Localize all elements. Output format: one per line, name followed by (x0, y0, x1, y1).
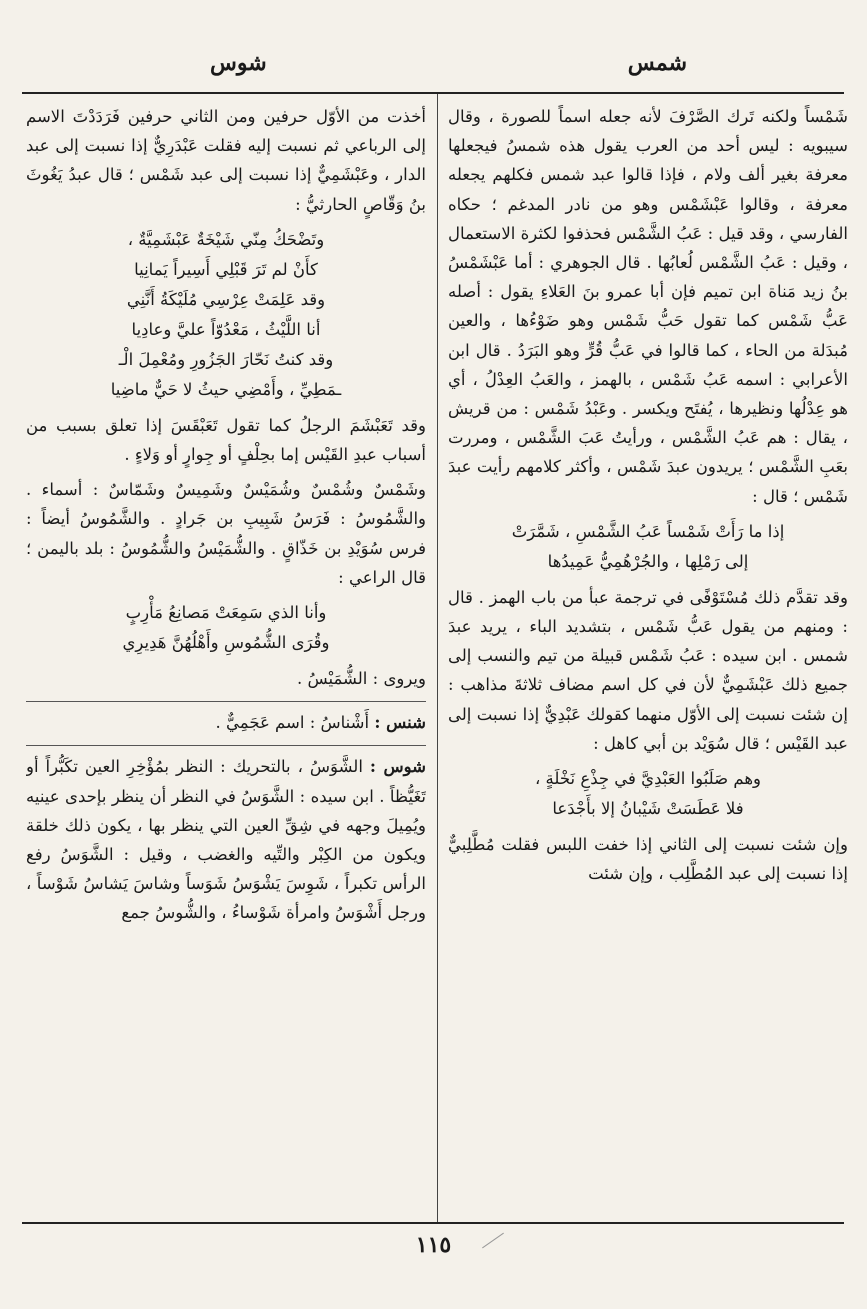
entry-shns-text: أَشْناسُ : اسم عَجَمِيٌّ . (215, 713, 370, 733)
right-verse-2 (448, 764, 848, 824)
right-verse-1 (448, 517, 848, 577)
verse-line: وقُرَى الشُّمُوسِ وأَهْلُهُنَّ هَدِيرِي (122, 633, 330, 653)
entry-shws-head: شوس : (369, 757, 426, 777)
column-divider (437, 94, 438, 1222)
verse-line: ـمَطِيِّ ، وأَمْضِي حيثُ لا حَيٌّ ماضِيا (110, 379, 342, 399)
left-verse-2 (26, 598, 426, 658)
left-column (26, 102, 426, 1214)
verse-line: وتَضْحَكُ مِنّي شَيْخَةٌ عَبْشَمِيَّةٌ ، (127, 229, 325, 249)
top-rule (22, 92, 844, 94)
verse-line: فلا عَطَسَتْ شَيْبانُ إلا بأَجْدَعا (552, 799, 744, 819)
right-column-headword: شمس (627, 50, 687, 76)
entry-shws-text: الشَّوَسُ ، بالتحريك : النظر بمُؤْخِرِ العين تكَبُّراً أو تَغَيُّظاً . ابن سيده : الشَّوَسُ في النظر أن ينظر بإحدى عينيه ويُمِيلَ وجهه في شِقِّ العين التي ينظر بها ، يكون ذلك خلقة ويكون من الكِبْر والتِّيه والغضب ، وقيل : الشَّوَسُ رفع الرأس تكبراً ، شَوِسَ يَشْوَسُ شَوَساً وشاسَ يَشاسُ شَوْساً ، ورجل أَشْوَسُ وامرأة شَوْساءُ ، والشُّوسُ جمع (26, 757, 426, 923)
verse-line: وقد عَلِمَتْ عِرْسِي مُلَيْكَةُ أَنَّنِي (126, 289, 326, 309)
left-verse-1 (26, 225, 426, 405)
entry-separator (26, 701, 426, 702)
entry-shns-head: شنس : (374, 713, 426, 733)
verse-line: إلى رَمْلِها ، والجُرْهُمِيُّ عَمِيدُها (547, 551, 749, 571)
left-column-headword: شوس (210, 50, 267, 76)
verse-line: وقد كنتُ نَحّارَ الجَزُورِ ومُعْمِلَ الْـ (118, 349, 334, 369)
right-paragraph-1: شَمْساً ولكنه تَرك الصَّرْفَ لأنه جعله اسماً للصورة ، وقال سيبويه : ليس أحد من العرب يقول هذه شمسُ فيجعلها معرفة بغير ألف ولام ، فإذا قالوا عبد شمس فكلهم يجعله معرفة ، وقالوا عَبْشَمْس وهو من نادر المدغم ؛ حكاه الفارسي ، وقد قيل : عَبُ الشَّمْس فحذفوا لكثرة الاستعمال ، وقيل : عَبُ الشَّمْس لُعابُها . قال الجوهري : أما عَبْشَمْسُ بنُ زيد مَناة ابن تميم فإن أبا عمرو بنَ العَلاءِ يقول : أصله عَبُّ شَمْس كما تقول حَبُّ شَمْس وهو ضَوْءُها ، والعين مُبدَلة من الحاء ، كما قالوا في عَبُّ قُرٍّ وهو البَرَدُ . قال ابن الأعرابي : اسمه عَبُ شَمْس ، بالهمز ، والعَبُ العِدْلُ ، أي هو عِدْلُها ونظيرها ، يُفتَح ويكسر . وعَبْدُ شَمْس : من قريش ، يقال : هم عَبُ الشَّمْس ، ورأيتُ عَبَ الشَّمْس ، ومررت بعَبِ الشَّمْس ؛ يريدون عبدَ شَمْس ، وأكثر كلامهم رأيت عبدَ شَمْس ؛ قال : (448, 107, 848, 506)
verse-line: أنا اللَّيْثُ ، مَعْدُوّاً عليَّ وعادِيا (131, 319, 321, 339)
entry-separator (26, 745, 426, 746)
entry-shws (26, 752, 426, 927)
verse-line: إذا ما رَأَتْ شَمْساً عَبُ الشَّمْسِ ، شَمَّرَتْ (511, 521, 785, 541)
verse-line: وأنا الذي سَمِعَتْ مَصانِعُ مَأْرِبٍ (125, 603, 327, 623)
verse-line: وهم صَلَبُوا العَبْدِيَّ في جِذْعِ نَخْلَةٍ ، (534, 769, 762, 789)
entry-shns (26, 708, 426, 737)
right-paragraph-3: وإن شئت نسبت إلى الثاني إذا خفت اللبس فقلت مُطَّلِبيٌّ إذا نسبت إلى عبد المُطَّلِب ، وإن شئت (448, 835, 848, 884)
verse-line: كأَنْ لم تَرَ قَبْلِي أَسِيراً يَمانِيا (134, 259, 318, 279)
right-column (448, 102, 848, 1214)
right-paragraph-2: وقد تقدَّم ذلك مُسْتَوْفًى في ترجمة عبأ من باب الهمز . قال : ومنهم من يقول عَبُّ شَمْس ، بتشديد الباء ، يريد عبدَ شمس . ابن سيده : عَبُ شَمْس قبيلة من تيم والنسب إلى جميع ذلك عَبْشَمِيٌّ لأن في كل اسم مضاف ثلاثةَ مذاهب : إن شئت نسبت إلى الأوّل منهما كقولك عَبْدِيٌّ إذا نسبت إلى عبد القَيْس ؛ قال سُوَيْد بن أبي كاهل : (448, 587, 848, 753)
bottom-rule (22, 1222, 844, 1224)
left-paragraph-1: أخذت من الأوّل حرفين ومن الثاني حرفين فَرَدَدْتَ الاسم إلى الرباعي ثم نسبت إليه فقلت عَبْدَرِيٌّ إذا نسبت إلى عبد الدار ، وعَبْشَمِيٌّ إذا نسبت إلى عبد شَمْس ؛ قال عبدُ يَغُوثَ بنُ وَقّاصٍ الحارثيُّ : (26, 107, 426, 214)
page-header (20, 50, 847, 86)
page-number: ١١٥ (415, 1232, 452, 1258)
left-paragraph-3: وشَمْسٌ وشُمْسٌ وشُمَيْسٌ وشَمِيسٌ وشَمّاسٌ : أسماء . والشَّمُوسُ : فَرَسُ شَبِيبِ بن جَرادٍ . والشَّمُوسُ أيضاً : فرس سُوَيْدِ بن خَذّاقٍ . والشُّمَيْسُ والشُّمُوسُ : بلد باليمن ؛ قال الراعي : (26, 480, 426, 587)
left-paragraph-4: ويروى : الشُّمَيْسُ . (297, 669, 426, 689)
left-paragraph-2: وقد تَعَبْشَمَ الرجلُ كما تقول تَعَبْقَسَ إذا تعلق بسبب من أسباب عبدِ القَيْس إما بحِلْفٍ أو جِوارٍ أو وَلاءٍ . (26, 415, 426, 465)
